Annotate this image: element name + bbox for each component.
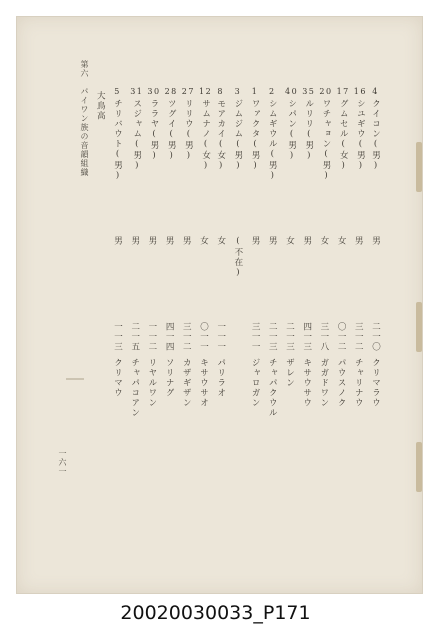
- entry-name-column: [285, 88, 298, 162]
- entry-code: 三一一: [250, 322, 261, 352]
- entry-name-column: [251, 88, 260, 172]
- entry-number: 17: [336, 87, 350, 96]
- entry-code: 三一二: [353, 322, 364, 352]
- entry-name-column: [147, 88, 160, 162]
- entry-sex: 男: [267, 236, 278, 246]
- entry-number: 30: [147, 87, 161, 96]
- entry-name-column: [130, 88, 143, 172]
- binding-strip: [416, 302, 422, 352]
- entry-code-column: [165, 322, 174, 398]
- image-caption: 20020030033_P171: [120, 602, 311, 624]
- entry-sex: 男: [353, 236, 364, 246]
- entry-sex: 女: [198, 236, 209, 246]
- entry-name-column: [113, 88, 122, 182]
- entry-number: 2: [269, 87, 276, 96]
- entry-code: 一一二: [146, 322, 157, 352]
- binding-strip: [416, 142, 422, 192]
- entry-code-column: [268, 322, 277, 418]
- entry-sex: 男: [181, 236, 192, 246]
- entry-term: クリマラウ: [370, 358, 381, 408]
- entry-name-column: [182, 88, 195, 162]
- section-header: 第六 パイワン族の音韻組織: [80, 60, 89, 177]
- entry-code: 〇一二: [336, 322, 347, 352]
- entry-number: 12: [199, 87, 213, 96]
- entry-code-column: [130, 322, 139, 418]
- entry-sex: 男: [301, 236, 312, 246]
- entry-name: シムギウル(男): [267, 99, 278, 182]
- entry-sex: 男: [164, 236, 175, 246]
- entry-code-column: [147, 322, 156, 408]
- entry-name-column: [199, 88, 212, 172]
- entry-term: チャパコアン: [129, 358, 140, 418]
- entry-name: サムナノ(女): [200, 99, 211, 172]
- page-number: 一六一: [58, 449, 67, 476]
- entry-number: 4: [372, 87, 379, 96]
- entry-term: ガガドワン: [318, 358, 329, 408]
- entry-number: 20: [319, 87, 333, 96]
- entry-name-column: [319, 88, 332, 182]
- entry-number: 27: [181, 87, 195, 96]
- entry-name: ルリリ(男): [303, 99, 314, 162]
- entry-name: ワァクタ(男): [250, 99, 261, 172]
- entry-code: 三一八: [318, 322, 329, 352]
- entry-term: パリラオ: [215, 358, 226, 398]
- entry-term: リヤルワン: [146, 358, 157, 408]
- entry-name: ワチャョン(男): [320, 99, 331, 182]
- entry-number: 35: [302, 87, 316, 96]
- entry-term: キサウサオ: [198, 358, 209, 408]
- entry-term: ジャロガン: [250, 358, 261, 408]
- entry-code: 二一〇: [370, 322, 381, 352]
- entry-code: 一一一: [215, 322, 226, 352]
- entry-code-column: [302, 322, 311, 408]
- entry-number: 5: [114, 87, 121, 96]
- entry-name: スジャム(男): [131, 99, 142, 172]
- entry-name: モアカイ(女): [215, 99, 226, 172]
- entry-name: シパン(男): [286, 99, 297, 162]
- entry-name: グムセル(女): [338, 99, 349, 172]
- entry-number: 31: [130, 87, 144, 96]
- entry-term: キサウサウ: [301, 358, 312, 408]
- entry-name: クイコン(男): [370, 99, 381, 172]
- entry-code: 一一三: [112, 322, 123, 352]
- entry-sex: 男: [129, 236, 140, 246]
- entry-code-column: [251, 322, 260, 408]
- entry-code-column: [354, 322, 363, 408]
- entry-name-column: [96, 88, 105, 121]
- entry-code-column: [182, 322, 191, 408]
- entry-code-column: [337, 322, 346, 408]
- entry-sex: 男: [146, 236, 157, 246]
- entry-name-column: [165, 88, 178, 162]
- entry-sex: (不在): [232, 236, 243, 279]
- entry-number: 8: [217, 87, 224, 96]
- entry-name: チリバウト(男): [112, 99, 123, 182]
- entry-code: 二一五: [129, 322, 140, 352]
- binding-strip: [416, 442, 422, 492]
- entry-code-column: [216, 322, 225, 398]
- entry-name: ララヤ(男): [148, 99, 159, 162]
- entry-number: 40: [285, 87, 299, 96]
- entry-name-column: [233, 88, 242, 172]
- entry-code: 二一三: [284, 322, 295, 352]
- entry-code-column: [113, 322, 122, 398]
- entry-name-column: [337, 88, 350, 172]
- entry-name-column: [268, 88, 277, 182]
- entry-name-column: [371, 88, 380, 172]
- entry-number: 28: [164, 87, 178, 96]
- entry-name: ジムジム(男): [232, 99, 243, 172]
- entry-name: 大鳥高: [95, 91, 106, 121]
- entry-sex: 女: [215, 236, 226, 246]
- entry-name: リリウ(男): [183, 99, 194, 162]
- entry-code-column: [319, 322, 328, 408]
- entry-number: 16: [353, 87, 367, 96]
- entry-number: 3: [234, 87, 242, 96]
- entry-sex: 男: [112, 236, 123, 246]
- entry-code: 四一三: [301, 322, 312, 352]
- entry-term: カザギザン: [181, 358, 192, 408]
- entry-number: 1: [251, 87, 259, 96]
- entry-code-column: [199, 322, 208, 408]
- entry-code: 二一三: [267, 322, 278, 352]
- entry-term: パウスノク: [336, 358, 347, 408]
- entry-name: シユギウ(男): [355, 99, 366, 172]
- entry-term: チャパクウル: [267, 358, 278, 418]
- entry-sex: 女: [318, 236, 329, 246]
- ink-mark: [66, 378, 84, 380]
- entry-name-column: [302, 88, 315, 162]
- entry-name: ツグイ(男): [166, 99, 177, 162]
- entry-code-column: [285, 322, 294, 388]
- entry-code: 四一四: [164, 322, 175, 352]
- entry-sex: 女: [284, 236, 295, 246]
- entry-term: ザレン: [284, 358, 295, 388]
- entry-term: クリマウ: [112, 358, 123, 398]
- entry-sex: 男: [250, 236, 261, 246]
- entry-code: 三一二: [181, 322, 192, 352]
- entry-name-column: [216, 88, 225, 172]
- entry-term: ソリナグ: [164, 358, 175, 398]
- entry-sex: 女: [336, 236, 347, 246]
- entry-sex: 男: [370, 236, 381, 246]
- entry-term: チャリナウ: [353, 358, 364, 408]
- entry-code-column: [371, 322, 380, 408]
- entry-name-column: [354, 88, 367, 172]
- entry-code: 〇一一: [198, 322, 209, 352]
